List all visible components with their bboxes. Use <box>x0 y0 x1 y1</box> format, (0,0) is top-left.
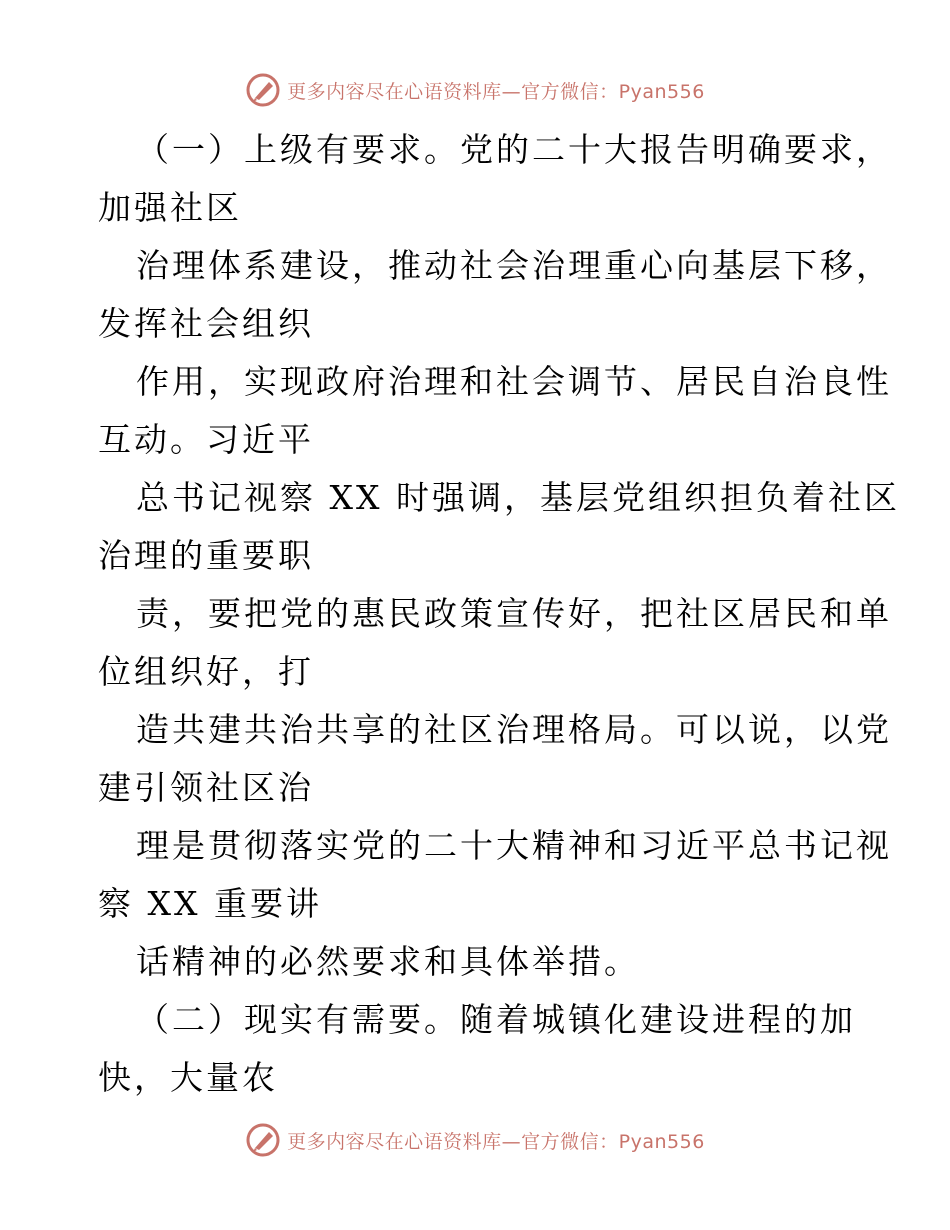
paragraph-line: 察 XX 重要讲 <box>98 884 322 923</box>
paragraph-line: 总书记视察 XX 时强调，基层党组织担负着社区 <box>136 478 900 517</box>
header-watermark <box>0 70 950 110</box>
paragraph-line: 话精神的必然要求和具体举措。 <box>136 942 640 981</box>
paragraph-line: 发挥社会组织 <box>98 304 314 343</box>
watermark-text: 更多内容尽在心语资料库—官方微信：Pyan556 <box>287 80 705 103</box>
paragraph-line: 互动。习近平 <box>98 420 314 459</box>
paragraph-line: 责，要把党的惠民政策宣传好，把社区居民和单 <box>136 594 892 633</box>
paragraph-line: 快，大量农 <box>98 1058 278 1097</box>
paragraph-line: 建引领社区治 <box>98 768 314 807</box>
paragraph-line: （一）上级有要求。党的二十大报告明确要求， <box>136 130 892 169</box>
paragraph-line: （二）现实有需要。随着城镇化建设进程的加 <box>136 1000 856 1039</box>
paragraph-line: 加强社区 <box>98 188 242 227</box>
watermark-text: 更多内容尽在心语资料库—官方微信：Pyan556 <box>287 1130 705 1153</box>
paragraph-line: 治理的重要职 <box>98 536 314 575</box>
paragraph-line: 治理体系建设，推动社会治理重心向基层下移， <box>136 246 892 285</box>
paragraph-line: 造共建共治共享的社区治理格局。可以说，以党 <box>136 710 892 749</box>
paragraph-line: 作用，实现政府治理和社会调节、居民自治良性 <box>136 362 892 401</box>
footer-watermark <box>0 1120 950 1160</box>
pen-logo-icon <box>245 72 281 108</box>
paragraph-line: 理是贯彻落实党的二十大精神和习近平总书记视 <box>136 826 892 865</box>
pen-logo-icon <box>245 1122 281 1158</box>
paragraph-line: 位组织好，打 <box>98 652 314 691</box>
